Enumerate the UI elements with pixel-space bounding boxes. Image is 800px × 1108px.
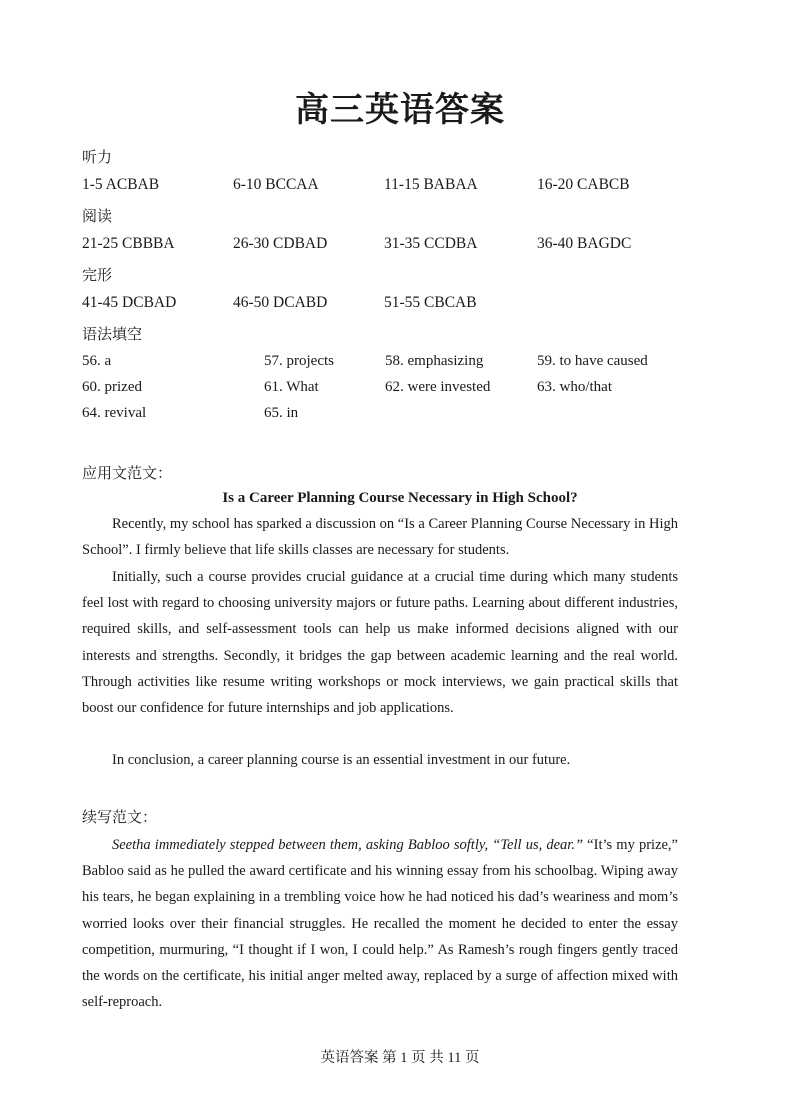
grammar-row: [82, 379, 722, 399]
section-label-listening: 听力: [82, 148, 113, 166]
answer-group: 1-5 ACBAB: [82, 176, 160, 193]
section-label-grammar: 语法填空: [82, 325, 143, 343]
grammar-answer: 65. in: [264, 405, 299, 421]
grammar-row: [82, 353, 722, 373]
page-title: 高三英语答案: [295, 90, 505, 130]
grammar-answer: 61. What: [264, 379, 319, 395]
continuation-text: “It’s my prize,” Babloo said as he pulled the award certificate and his winning essay from his schoolbag. Wiping away his tears, he began explaining in a trembling voice how he had noticed his dad’s weariness and mom’s worried looks over their financial struggles. He recalled the moment he decided to enter the essay competition, murmuring, “I thought if I won, I could help.” As Ramesh’s rough fingers gently traced the words on the certificate, his initial anger melted away, replaced by a surge of affection mixed with self-reproach.: [82, 837, 678, 1011]
section-label-reading: 阅读: [82, 207, 113, 225]
answer-group: 6-10 BCCAA: [233, 176, 319, 193]
page-footer: 英语答案 第 1 页 共 11 页: [320, 1050, 480, 1066]
answer-row-listening: [82, 176, 722, 196]
grammar-answer: 62. were invested: [385, 379, 491, 395]
grammar-answer: 56. a: [82, 353, 112, 369]
continuation-opening-sentence: Seetha immediately stepped between them, asking Babloo softly, “Tell us, dear.”: [112, 837, 584, 853]
section-label-cloze: 完形: [82, 266, 113, 284]
answer-group: 11-15 BABAA: [384, 176, 478, 193]
grammar-answer: 59. to have caused: [537, 353, 648, 369]
answer-group: 36-40 BAGDC: [537, 235, 632, 252]
answer-group: 26-30 CDBAD: [233, 235, 328, 252]
grammar-row: [82, 405, 722, 425]
essay-paragraph: Recently, my school has sparked a discussion on “Is a Career Planning Course Necessary in High School”. I firmly believe that life skills classes are necessary for students.: [82, 516, 678, 559]
section-label-practical-writing: 应用文范文：: [82, 464, 173, 482]
answer-group: 21-25 CBBBA: [82, 235, 175, 252]
answer-group: 16-20 CABCB: [537, 176, 630, 193]
answer-row-cloze: [82, 294, 722, 314]
grammar-answer: 58. emphasizing: [385, 353, 484, 369]
essay-paragraph: Initially, such a course provides crucial guidance at a crucial time during which many students feel lost with regard to choosing university majors or future paths. Learning about different industries, required skills, and self-assessment tools can help us make informed decisions aligned with our interests and strengths. Secondly, it bridges the gap between academic learning and the real world. Through activities like resume writing workshops or mock interviews, we gain practical skills that boost our confidence for future internships and job applications.: [82, 569, 678, 717]
essay-title: Is a Career Planning Course Necessary in High School?: [222, 490, 578, 506]
answer-group: 51-55 CBCAB: [384, 294, 477, 311]
section-label-continuation-writing: 续写范文：: [82, 808, 158, 826]
answer-group: 31-35 CCDBA: [384, 235, 478, 252]
grammar-answer: 60. prized: [82, 379, 142, 395]
essay-paragraph: In conclusion, a career planning course is an essential investment in our future.: [112, 752, 571, 768]
continuation-paragraph: [82, 832, 678, 1015]
grammar-answer: 57. projects: [264, 353, 334, 369]
answer-group: 46-50 DCABD: [233, 294, 328, 311]
answer-row-reading: [82, 235, 722, 255]
grammar-answer: 64. revival: [82, 405, 147, 421]
grammar-answer: 63. who/that: [537, 379, 612, 395]
answer-group: 41-45 DCBAD: [82, 294, 177, 311]
